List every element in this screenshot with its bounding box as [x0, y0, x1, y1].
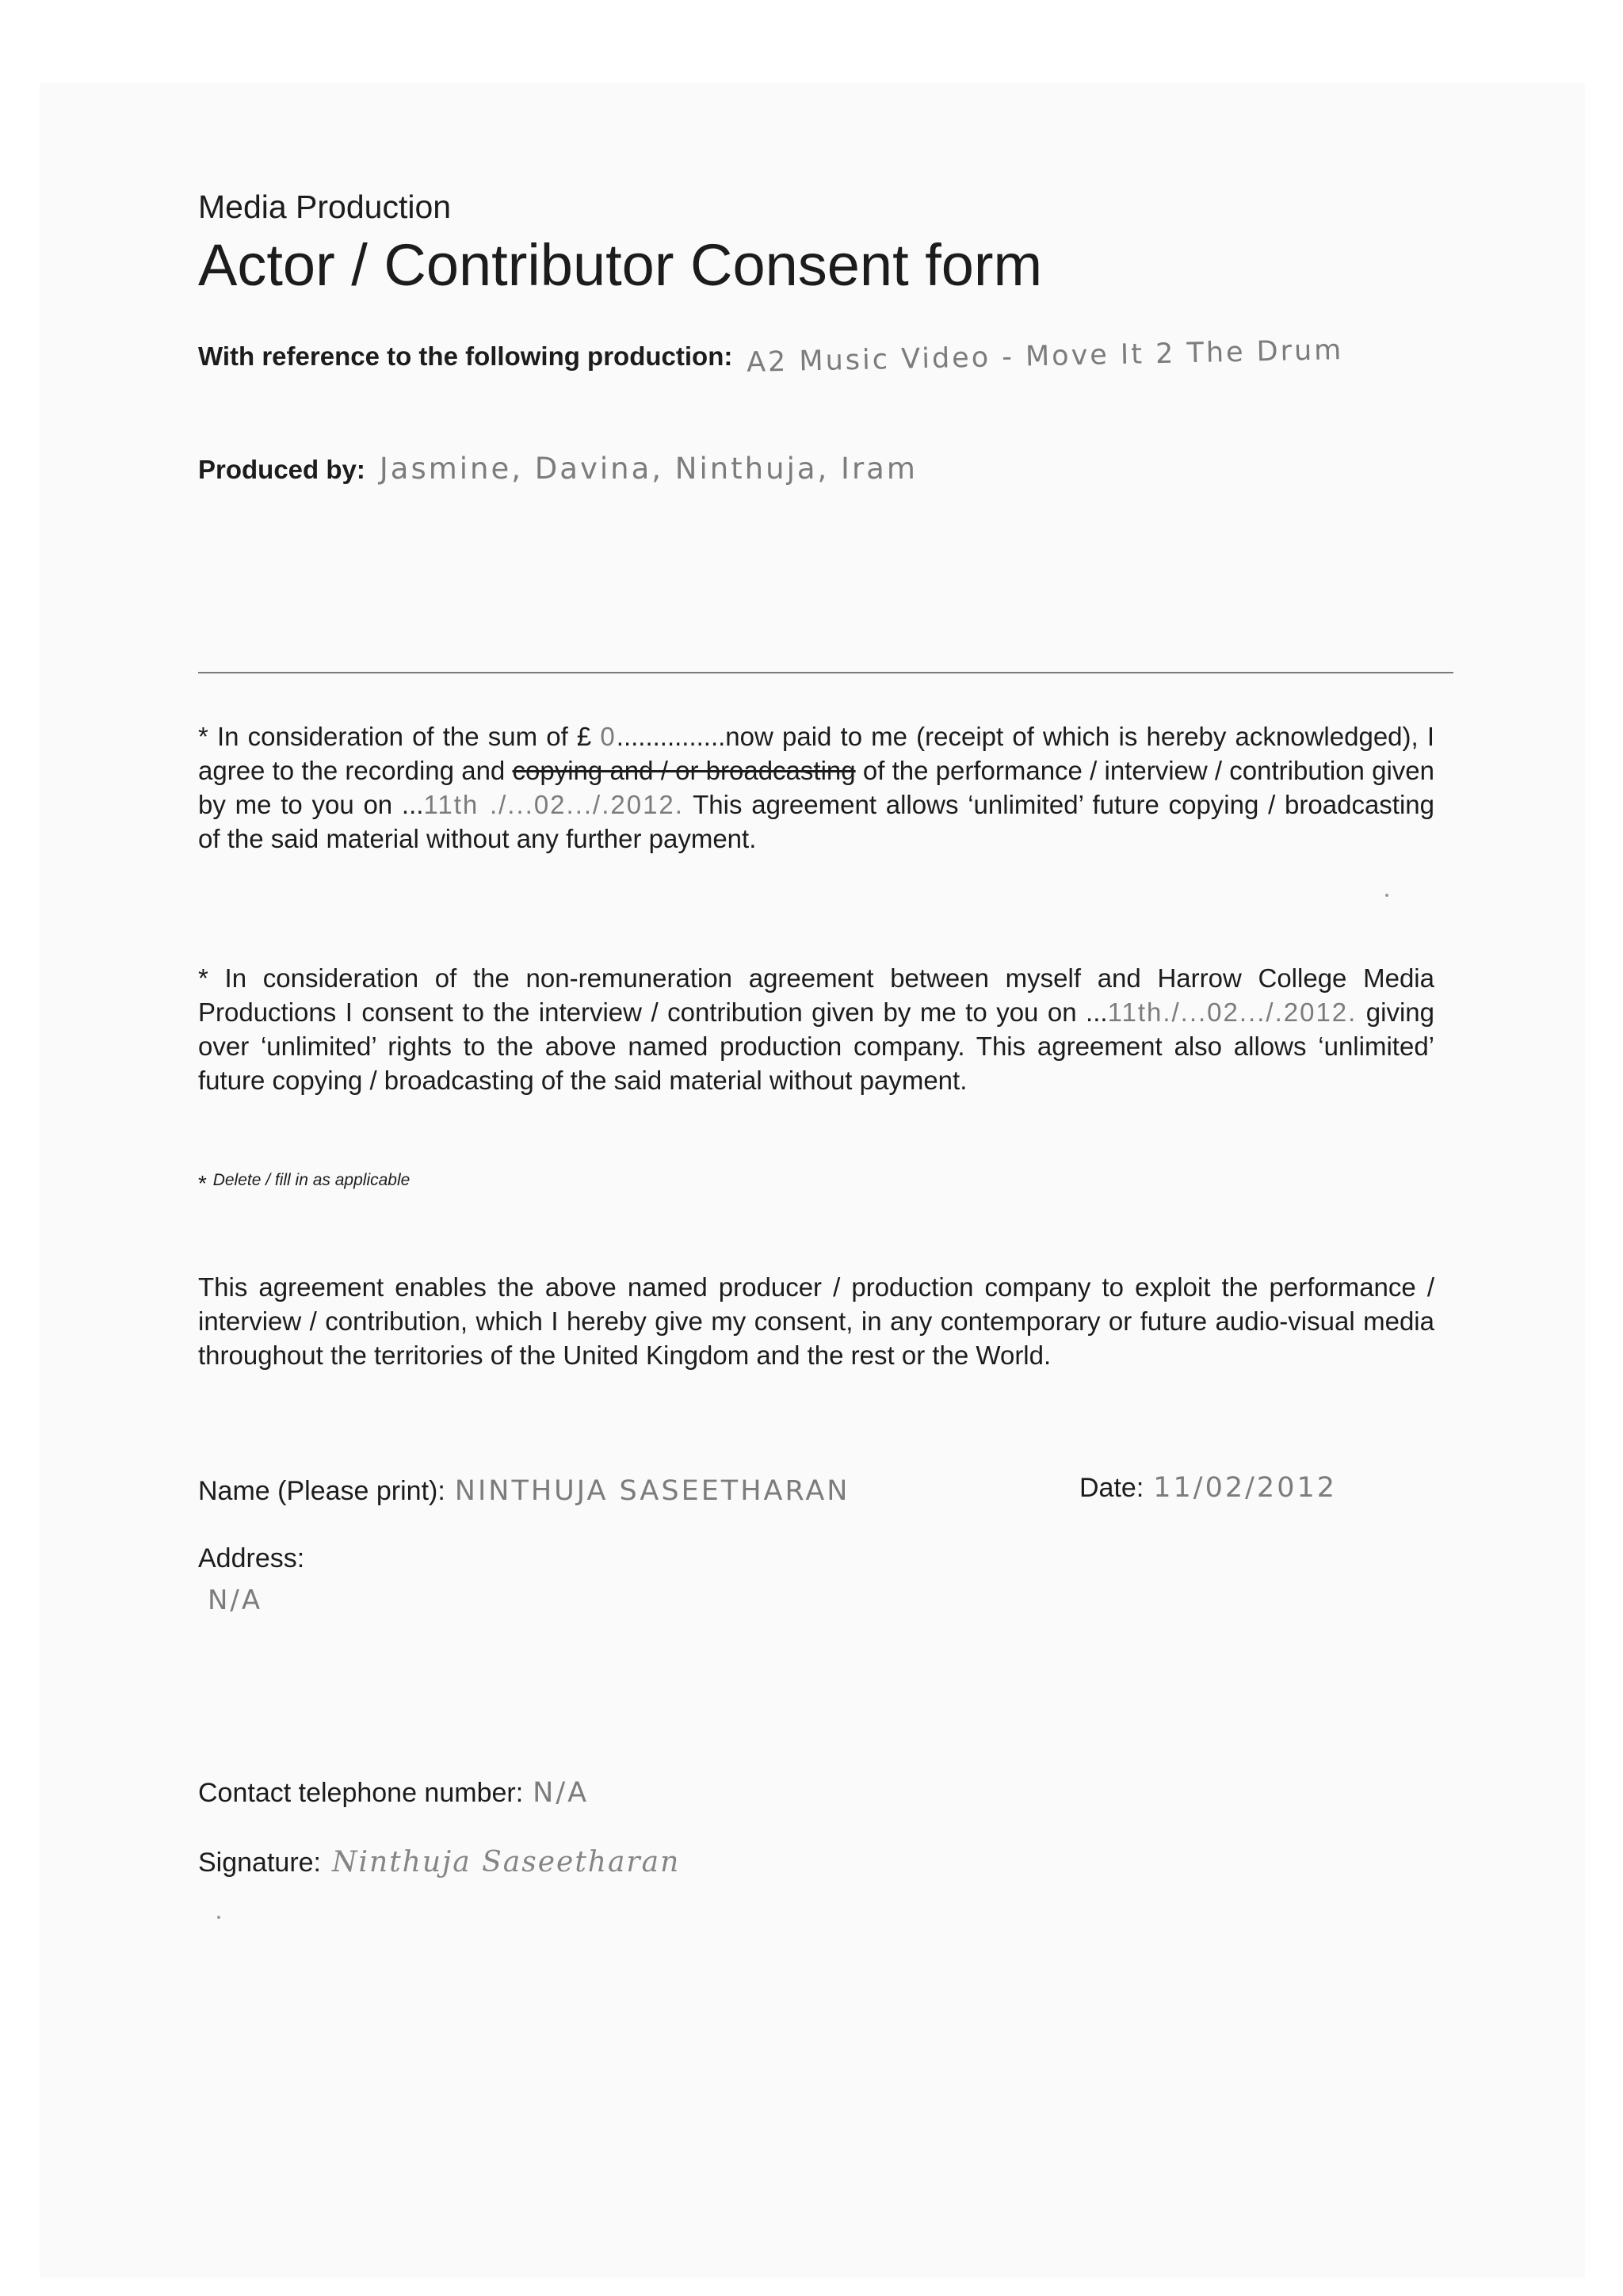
paid-consent-text-1: * In consideration of the sum of £ — [198, 722, 601, 751]
date-label: Date: — [1079, 1473, 1144, 1503]
unpaid-consent-date: 11th./...02.../.2012. — [1107, 997, 1358, 1027]
paid-consent-date: 11th ./...02.../.2012. — [423, 790, 684, 819]
phone-label: Contact telephone number: — [198, 1778, 524, 1808]
address-label: Address: — [198, 1543, 305, 1573]
name-label: Name (Please print): — [198, 1476, 445, 1506]
unpaid-consent-text-2: giving over ‘unlimited’ rights to the above named production company. This agreement also allows ‘unlimited’ future copying / broadcasting of the said material without payment. — [198, 997, 1435, 1095]
scan-speck — [1385, 894, 1388, 897]
signature-value: Ninthuja Saseetharan — [332, 1846, 681, 1878]
date-field — [1079, 1472, 1337, 1504]
date-value: 11/02/2012 — [1153, 1472, 1337, 1504]
applicable-note: * Delete / fill in as applicable — [198, 1171, 411, 1196]
paid-consent-text-3: of the performance / interview / contribution given by me to you on ... — [198, 756, 1435, 819]
production-reference-label: With reference to the following production: — [198, 341, 733, 371]
scan-speck — [217, 1916, 220, 1919]
phone-value: N/A — [533, 1777, 590, 1809]
signature-field — [198, 1846, 680, 1878]
paid-sum-value: 0 — [600, 722, 617, 751]
unpaid-consent-text-1: * In consideration of the non-remuneration agreement between myself and Harrow College Media Productions I consent to the interview / contribution given by me to you on ... — [198, 963, 1434, 1027]
name-field — [198, 1475, 850, 1507]
unpaid-consent-paragraph — [198, 961, 1434, 1097]
section-divider — [198, 672, 1453, 673]
rights-paragraph: This agreement enables the above named producer / production company to exploit the performance / interview / contribution, which I hereby give my consent, in any contemporary or future audio-visual media throughout the territories of the United Kingdom and the rest or the World. — [198, 1272, 1434, 1370]
name-value: NINTHUJA SASEETHARAN — [454, 1475, 850, 1507]
paid-consent-text-2: ...............now paid to me (receipt of which is hereby acknowledged), I agree to the recording and — [198, 722, 1434, 785]
paid-consent-text-4: This agreement allows ‘unlimited’ future copying / broadcasting of the said material without any further payment. — [198, 790, 1434, 853]
produced-by-value: Jasmine, Davina, Ninthuja, Iram — [379, 452, 918, 486]
production-reference-value: A2 Music Video - Move It 2 The Drum — [747, 334, 1345, 379]
struck-text: copying and / or broadcasting — [512, 756, 856, 785]
form-title: Actor / Contributor Consent form — [198, 232, 1043, 298]
production-reference-row — [198, 334, 1345, 379]
department-heading: Media Production — [198, 189, 452, 225]
phone-field — [198, 1777, 589, 1809]
address-value: N/A — [208, 1585, 263, 1616]
paid-consent-paragraph — [198, 719, 1434, 856]
applicable-note-text: Delete / fill in as applicable — [212, 1171, 411, 1189]
signature-label: Signature: — [198, 1848, 321, 1878]
produced-by-label: Produced by: — [198, 455, 365, 484]
produced-by-row — [198, 452, 918, 486]
